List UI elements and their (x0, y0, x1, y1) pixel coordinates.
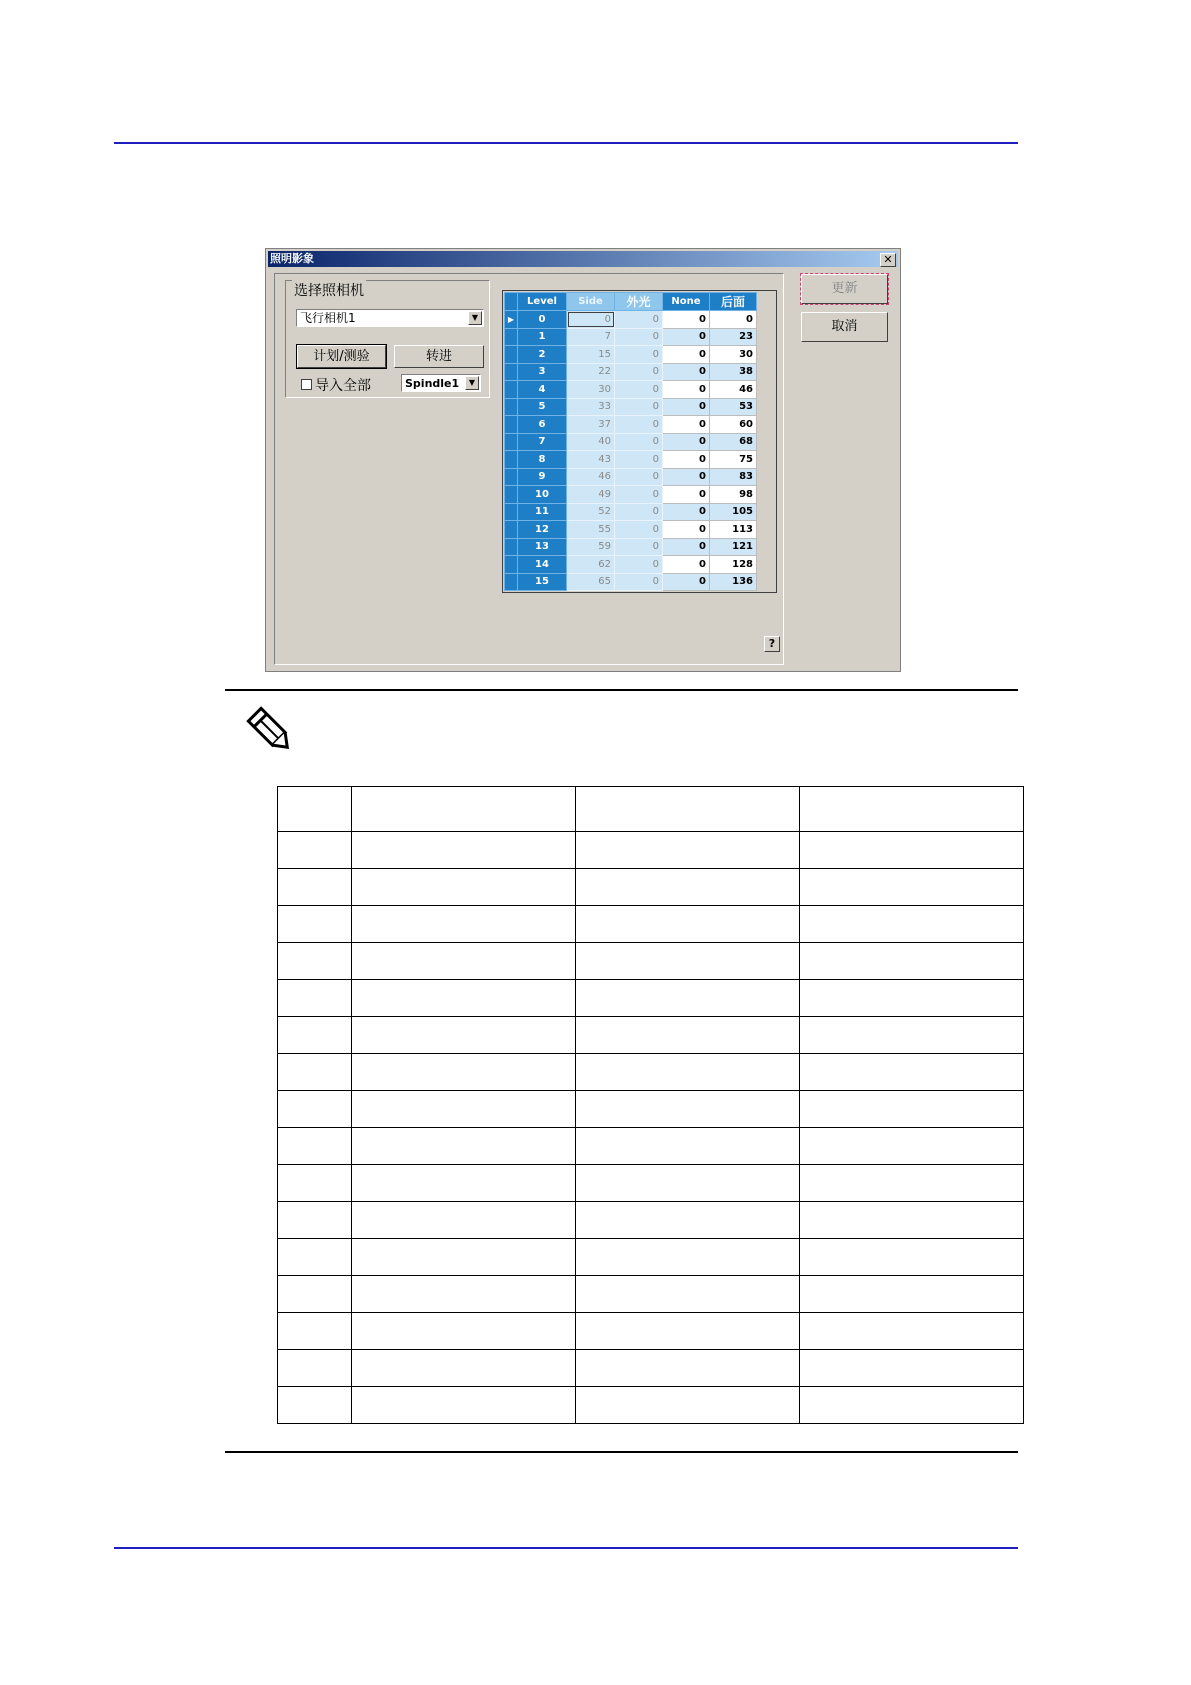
side-cell[interactable]: 15 (567, 346, 615, 364)
grid-row[interactable] (505, 363, 757, 381)
grid-row[interactable] (505, 468, 757, 486)
side-cell[interactable]: 52 (567, 503, 615, 521)
grid-row[interactable] (505, 398, 757, 416)
side-cell[interactable]: 0 (567, 311, 615, 329)
side-cell[interactable]: 7 (567, 328, 615, 346)
none-cell[interactable]: 0 (663, 363, 710, 381)
side-cell[interactable]: 55 (567, 521, 615, 539)
external-cell[interactable]: 0 (615, 451, 663, 469)
reference-row (278, 869, 1024, 906)
col-header-level[interactable]: Level (518, 293, 567, 311)
reference-cell (352, 980, 576, 1017)
reference-row (278, 1313, 1024, 1350)
side-cell[interactable]: 40 (567, 433, 615, 451)
back-cell[interactable]: 113 (710, 521, 757, 539)
none-cell[interactable]: 0 (663, 416, 710, 434)
back-cell[interactable]: 68 (710, 433, 757, 451)
grid-row[interactable] (505, 521, 757, 539)
row-indicator (505, 468, 518, 486)
grid-row[interactable] (505, 416, 757, 434)
reference-cell (800, 980, 1024, 1017)
level-cell: 14 (518, 556, 567, 574)
reference-cell (278, 980, 352, 1017)
none-cell[interactable]: 0 (663, 573, 710, 591)
row-indicator (505, 398, 518, 416)
row-indicator (505, 381, 518, 399)
plan-test-button[interactable] (297, 345, 386, 368)
row-indicator (505, 503, 518, 521)
row-indicator: ▶ (505, 311, 518, 329)
reference-cell (278, 906, 352, 943)
row-indicator (505, 346, 518, 364)
reference-cell (278, 1054, 352, 1091)
row-indicator (505, 521, 518, 539)
reference-row (278, 1239, 1024, 1276)
camera-select[interactable] (296, 309, 484, 327)
reference-cell (800, 1202, 1024, 1239)
reference-row (278, 980, 1024, 1017)
cancel-label: 取消 (831, 319, 858, 334)
reference-cell (352, 943, 576, 980)
none-cell[interactable]: 0 (663, 451, 710, 469)
reference-cell (800, 787, 1024, 832)
reference-cell (278, 1128, 352, 1165)
grid-corner (505, 293, 518, 311)
reference-cell (352, 1239, 576, 1276)
level-cell: 11 (518, 503, 567, 521)
grid-row[interactable] (505, 433, 757, 451)
back-cell[interactable]: 60 (710, 416, 757, 434)
reference-cell (278, 943, 352, 980)
reference-cell (576, 1128, 800, 1165)
external-cell[interactable]: 0 (615, 486, 663, 504)
reference-cell (278, 1276, 352, 1313)
back-cell[interactable]: 46 (710, 381, 757, 399)
none-cell[interactable]: 0 (663, 381, 710, 399)
advance-button[interactable] (394, 345, 484, 368)
reference-cell (800, 832, 1024, 869)
import-all-checkbox[interactable] (301, 379, 312, 390)
reference-cell (352, 1202, 576, 1239)
none-cell[interactable]: 0 (663, 328, 710, 346)
back-cell[interactable]: 83 (710, 468, 757, 486)
camera-group-title: 选择照相机 (292, 280, 366, 300)
level-cell: 7 (518, 433, 567, 451)
external-cell[interactable]: 0 (615, 328, 663, 346)
level-cell: 8 (518, 451, 567, 469)
side-cell[interactable]: 62 (567, 556, 615, 574)
none-cell[interactable]: 0 (663, 521, 710, 539)
external-cell[interactable]: 0 (615, 573, 663, 591)
reference-cell (352, 1091, 576, 1128)
external-cell[interactable]: 0 (615, 363, 663, 381)
row-indicator (505, 363, 518, 381)
reference-cell (278, 832, 352, 869)
back-cell[interactable]: 121 (710, 538, 757, 556)
reference-cell (278, 1165, 352, 1202)
reference-cell (352, 869, 576, 906)
row-indicator (505, 573, 518, 591)
reference-cell (576, 832, 800, 869)
chevron-down-icon[interactable]: ▼ (465, 376, 479, 390)
side-cell[interactable]: 49 (567, 486, 615, 504)
level-cell: 0 (518, 311, 567, 329)
reference-header-row (278, 787, 1024, 832)
level-cell: 3 (518, 363, 567, 381)
external-cell[interactable]: 0 (615, 433, 663, 451)
col-header-back[interactable]: 后面 (710, 293, 757, 311)
level-cell: 4 (518, 381, 567, 399)
reference-cell (800, 1128, 1024, 1165)
reference-cell (576, 869, 800, 906)
spindle-select[interactable] (401, 374, 481, 392)
none-cell[interactable]: 0 (663, 311, 710, 329)
row-indicator (505, 451, 518, 469)
side-cell[interactable]: 30 (567, 381, 615, 399)
note-top-rule (225, 689, 1018, 691)
reference-cell (352, 1054, 576, 1091)
reference-row (278, 1165, 1024, 1202)
row-indicator (505, 538, 518, 556)
note-bottom-rule (225, 1451, 1018, 1453)
reference-cell (800, 1165, 1024, 1202)
back-cell[interactable]: 0 (710, 311, 757, 329)
reference-cell (352, 1128, 576, 1165)
spindle-select-value: Spindle1 (405, 377, 460, 390)
reference-cell (576, 943, 800, 980)
reference-cell (278, 1387, 352, 1424)
external-cell[interactable]: 0 (615, 556, 663, 574)
grid-row[interactable] (505, 556, 757, 574)
reference-cell (576, 1017, 800, 1054)
update-button[interactable] (801, 274, 888, 304)
reference-row (278, 943, 1024, 980)
row-indicator (505, 556, 518, 574)
row-indicator (505, 328, 518, 346)
external-cell[interactable]: 0 (615, 346, 663, 364)
reference-cell (576, 1091, 800, 1128)
plan-test-label: 计划/测验 (313, 349, 370, 364)
reference-cell (352, 906, 576, 943)
none-cell[interactable]: 0 (663, 486, 710, 504)
level-table (504, 292, 757, 591)
reference-cell (800, 1091, 1024, 1128)
level-cell: 6 (518, 416, 567, 434)
reference-cell (800, 869, 1024, 906)
reference-cell (278, 787, 352, 832)
camera-select-value: 飞行相机1 (300, 311, 356, 325)
reference-row (278, 1054, 1024, 1091)
level-cell: 15 (518, 573, 567, 591)
reference-cell (576, 1350, 800, 1387)
reference-cell (800, 1239, 1024, 1276)
dialog-title: 照明影象 (270, 252, 314, 265)
level-cell: 13 (518, 538, 567, 556)
side-cell[interactable]: 22 (567, 363, 615, 381)
external-cell[interactable]: 0 (615, 503, 663, 521)
grid-row[interactable] (505, 328, 757, 346)
col-header-external[interactable]: 外光 (615, 293, 663, 311)
grid-row[interactable] (505, 503, 757, 521)
none-cell[interactable]: 0 (663, 468, 710, 486)
dialog-titlebar (268, 251, 898, 267)
reference-row (278, 1202, 1024, 1239)
side-cell[interactable]: 59 (567, 538, 615, 556)
back-cell[interactable]: 23 (710, 328, 757, 346)
level-cell: 2 (518, 346, 567, 364)
pencil-icon (246, 706, 296, 756)
reference-cell (352, 1017, 576, 1054)
lighting-level-grid (502, 290, 777, 593)
back-cell[interactable]: 30 (710, 346, 757, 364)
reference-cell (352, 1276, 576, 1313)
reference-cell (800, 943, 1024, 980)
reference-cell (800, 1017, 1024, 1054)
back-cell[interactable]: 53 (710, 398, 757, 416)
grid-row[interactable] (505, 538, 757, 556)
reference-cell (576, 787, 800, 832)
reference-cell (352, 787, 576, 832)
level-cell: 5 (518, 398, 567, 416)
reference-cell (800, 1313, 1024, 1350)
import-all-label: 导入全部 (315, 378, 371, 394)
reference-cell (576, 1387, 800, 1424)
reference-cell (576, 1313, 800, 1350)
reference-row (278, 1017, 1024, 1054)
reference-cell (800, 1276, 1024, 1313)
reference-row (278, 1350, 1024, 1387)
reference-cell (278, 1350, 352, 1387)
row-indicator (505, 416, 518, 434)
back-cell[interactable]: 105 (710, 503, 757, 521)
back-cell[interactable]: 98 (710, 486, 757, 504)
reference-cell (800, 1054, 1024, 1091)
side-cell[interactable]: 33 (567, 398, 615, 416)
reference-cell (352, 1313, 576, 1350)
reference-cell (576, 1054, 800, 1091)
reference-cell (278, 1017, 352, 1054)
col-header-side[interactable]: Side (567, 293, 615, 311)
reference-cell (352, 1165, 576, 1202)
reference-cell (352, 832, 576, 869)
advance-label: 转进 (425, 349, 452, 364)
grid-header-row (505, 293, 757, 311)
update-label: 更新 (831, 281, 858, 296)
level-cell: 10 (518, 486, 567, 504)
reference-cell (576, 980, 800, 1017)
reference-row (278, 1091, 1024, 1128)
external-cell[interactable]: 0 (615, 538, 663, 556)
reference-cell (576, 1239, 800, 1276)
reference-cell (278, 1202, 352, 1239)
reference-cell (800, 906, 1024, 943)
none-cell[interactable]: 0 (663, 433, 710, 451)
reference-row (278, 1387, 1024, 1424)
close-button[interactable] (880, 253, 896, 267)
back-cell[interactable]: 75 (710, 451, 757, 469)
none-cell[interactable]: 0 (663, 556, 710, 574)
side-cell[interactable]: 65 (567, 573, 615, 591)
side-cell[interactable]: 37 (567, 416, 615, 434)
reference-cell (576, 906, 800, 943)
row-indicator (505, 433, 518, 451)
col-header-none[interactable]: None (663, 293, 710, 311)
reference-cell (352, 1387, 576, 1424)
grid-row[interactable] (505, 381, 757, 399)
reference-cell (576, 1276, 800, 1313)
reference-table (277, 786, 1024, 1424)
reference-cell (278, 1091, 352, 1128)
level-cell: 1 (518, 328, 567, 346)
header-rule (114, 142, 1018, 144)
external-cell[interactable]: 0 (615, 521, 663, 539)
none-cell[interactable]: 0 (663, 538, 710, 556)
reference-row (278, 832, 1024, 869)
reference-cell (278, 869, 352, 906)
external-cell[interactable]: 0 (615, 416, 663, 434)
back-cell[interactable]: 38 (710, 363, 757, 381)
grid-row[interactable] (505, 311, 757, 329)
reference-cell (278, 1239, 352, 1276)
reference-cell (352, 1350, 576, 1387)
external-cell[interactable]: 0 (615, 398, 663, 416)
reference-cell (576, 1202, 800, 1239)
footer-rule (114, 1547, 1018, 1549)
level-cell: 12 (518, 521, 567, 539)
level-cell: 9 (518, 468, 567, 486)
grid-row[interactable] (505, 486, 757, 504)
reference-cell (576, 1165, 800, 1202)
reference-cell (278, 1313, 352, 1350)
side-cell[interactable]: 43 (567, 451, 615, 469)
back-cell[interactable]: 128 (710, 556, 757, 574)
back-cell[interactable]: 136 (710, 573, 757, 591)
side-cell[interactable]: 46 (567, 468, 615, 486)
cancel-button[interactable] (801, 312, 888, 342)
reference-row (278, 1276, 1024, 1313)
reference-row (278, 1128, 1024, 1165)
none-cell[interactable]: 0 (663, 398, 710, 416)
reference-row (278, 906, 1024, 943)
external-cell[interactable]: 0 (615, 468, 663, 486)
help-button[interactable] (764, 636, 780, 652)
none-cell[interactable]: 0 (663, 346, 710, 364)
none-cell[interactable]: 0 (663, 503, 710, 521)
reference-cell (800, 1387, 1024, 1424)
help-icon: ? (768, 637, 776, 650)
chevron-down-icon[interactable]: ▼ (468, 311, 482, 325)
reference-cell (800, 1350, 1024, 1387)
grid-row[interactable] (505, 451, 757, 469)
grid-row[interactable] (505, 346, 757, 364)
row-indicator (505, 486, 518, 504)
lighting-image-dialog (265, 248, 901, 672)
grid-row[interactable] (505, 573, 757, 591)
external-cell[interactable]: 0 (615, 311, 663, 329)
external-cell[interactable]: 0 (615, 381, 663, 399)
close-icon: ✕ (883, 253, 893, 266)
